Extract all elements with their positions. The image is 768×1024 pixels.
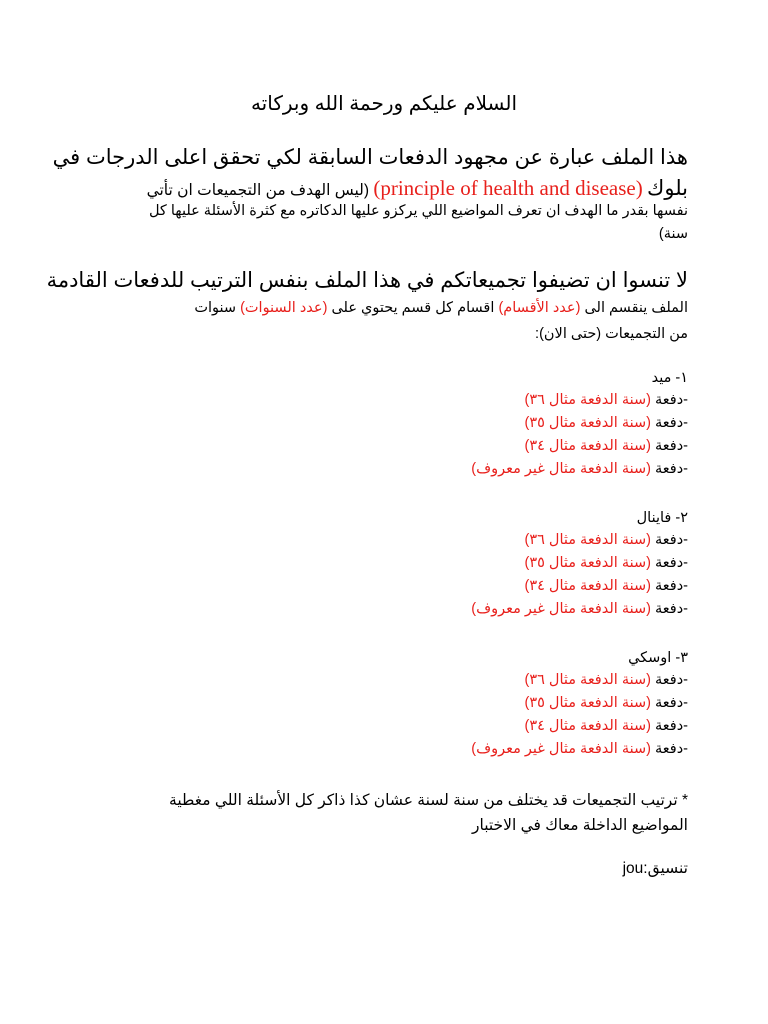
item-label: -دفعة — [655, 392, 688, 408]
coordination-line — [80, 860, 688, 879]
item-label: -دفعة — [655, 438, 688, 454]
structure-line-1 — [80, 300, 688, 317]
list-item — [80, 532, 688, 549]
item-detail: (سنة الدفعة مثال ٣٥) — [524, 555, 651, 571]
item-label: -دفعة — [655, 741, 688, 757]
item-label: -دفعة — [655, 555, 688, 571]
intro-note-start: (ليس الهدف من التجميعات ان تأتي — [146, 182, 370, 199]
intro-line-3: نفسها بقدر ما الهدف ان تعرف المواضيع اللي يركزو عليها الدكاتره مع كثرة الأسئلة عليها كل — [148, 203, 688, 219]
intro-line-2 — [80, 176, 688, 201]
structure-part-2: اقسام كل قسم يحتوي على — [331, 300, 495, 316]
note-line-2: المواضيع الداخلة معاك في الاختبار — [471, 817, 688, 834]
list-item — [80, 695, 688, 712]
structure-line-2: من التجميعات (حتى الان): — [535, 326, 688, 342]
item-label: -دفعة — [655, 578, 688, 594]
coordination-label: تنسيق: — [643, 860, 688, 877]
list-item — [80, 461, 688, 478]
item-label: -دفعة — [655, 672, 688, 688]
item-label: -دفعة — [655, 461, 688, 477]
item-detail: (سنة الدفعة مثال غير معروف) — [471, 741, 651, 757]
section-title-final: ٢- فاينال — [636, 510, 688, 526]
item-detail: (سنة الدفعة مثال ٣٦) — [524, 672, 651, 688]
item-label: -دفعة — [655, 532, 688, 548]
sections-count-placeholder: (عدد الأقسام) — [498, 300, 581, 316]
coordinator-name: jou — [622, 860, 644, 877]
structure-part-3: سنوات — [194, 300, 237, 316]
list-item — [80, 392, 688, 409]
item-detail: (سنة الدفعة مثال غير معروف) — [471, 601, 651, 617]
list-item — [80, 601, 688, 618]
years-count-placeholder: (عدد السنوات) — [240, 300, 328, 316]
reminder: لا تنسوا ان تضيفوا تجميعاتكم في هذا الملف بنفس الترتيب للدفعات القادمة — [46, 269, 688, 292]
list-item — [80, 555, 688, 572]
structure-part-1: الملف ينقسم الى — [584, 300, 688, 316]
item-detail: (سنة الدفعة مثال ٣٤) — [524, 578, 651, 594]
item-detail: (سنة الدفعة مثال ٣٦) — [524, 392, 651, 408]
item-detail: (سنة الدفعة مثال ٣٤) — [524, 718, 651, 734]
list-item — [80, 672, 688, 689]
item-label: -دفعة — [655, 415, 688, 431]
section-title-osce: ٣- اوسكي — [628, 650, 688, 666]
item-label: -دفعة — [655, 718, 688, 734]
list-item — [80, 741, 688, 758]
item-label: -دفعة — [655, 601, 688, 617]
note-line-1: * ترتيب التجميعات قد يختلف من سنة لسنة عشان كذا ذاكر كل الأسئلة اللي مغطية — [169, 792, 688, 809]
intro-block-word: بلوك — [647, 177, 688, 200]
list-item — [80, 718, 688, 735]
item-detail: (سنة الدفعة مثال ٣٤) — [524, 438, 651, 454]
greeting: السلام عليكم ورحمة الله وبركاته — [250, 93, 518, 115]
item-detail: (سنة الدفعة مثال غير معروف) — [471, 461, 651, 477]
section-title-mid: ١- ميد — [651, 370, 688, 386]
list-item — [80, 578, 688, 595]
item-detail: (سنة الدفعة مثال ٣٥) — [524, 695, 651, 711]
intro-line-1: هذا الملف عبارة عن مجهود الدفعات السابقة لكي تحقق اعلى الدرجات في — [52, 146, 688, 169]
item-label: -دفعة — [655, 695, 688, 711]
intro-line-4: سنة) — [658, 226, 688, 242]
list-item — [80, 415, 688, 432]
list-item — [80, 438, 688, 455]
item-detail: (سنة الدفعة مثال ٣٥) — [524, 415, 651, 431]
course-name: (principle of health and disease) — [373, 176, 643, 200]
item-detail: (سنة الدفعة مثال ٣٦) — [524, 532, 651, 548]
